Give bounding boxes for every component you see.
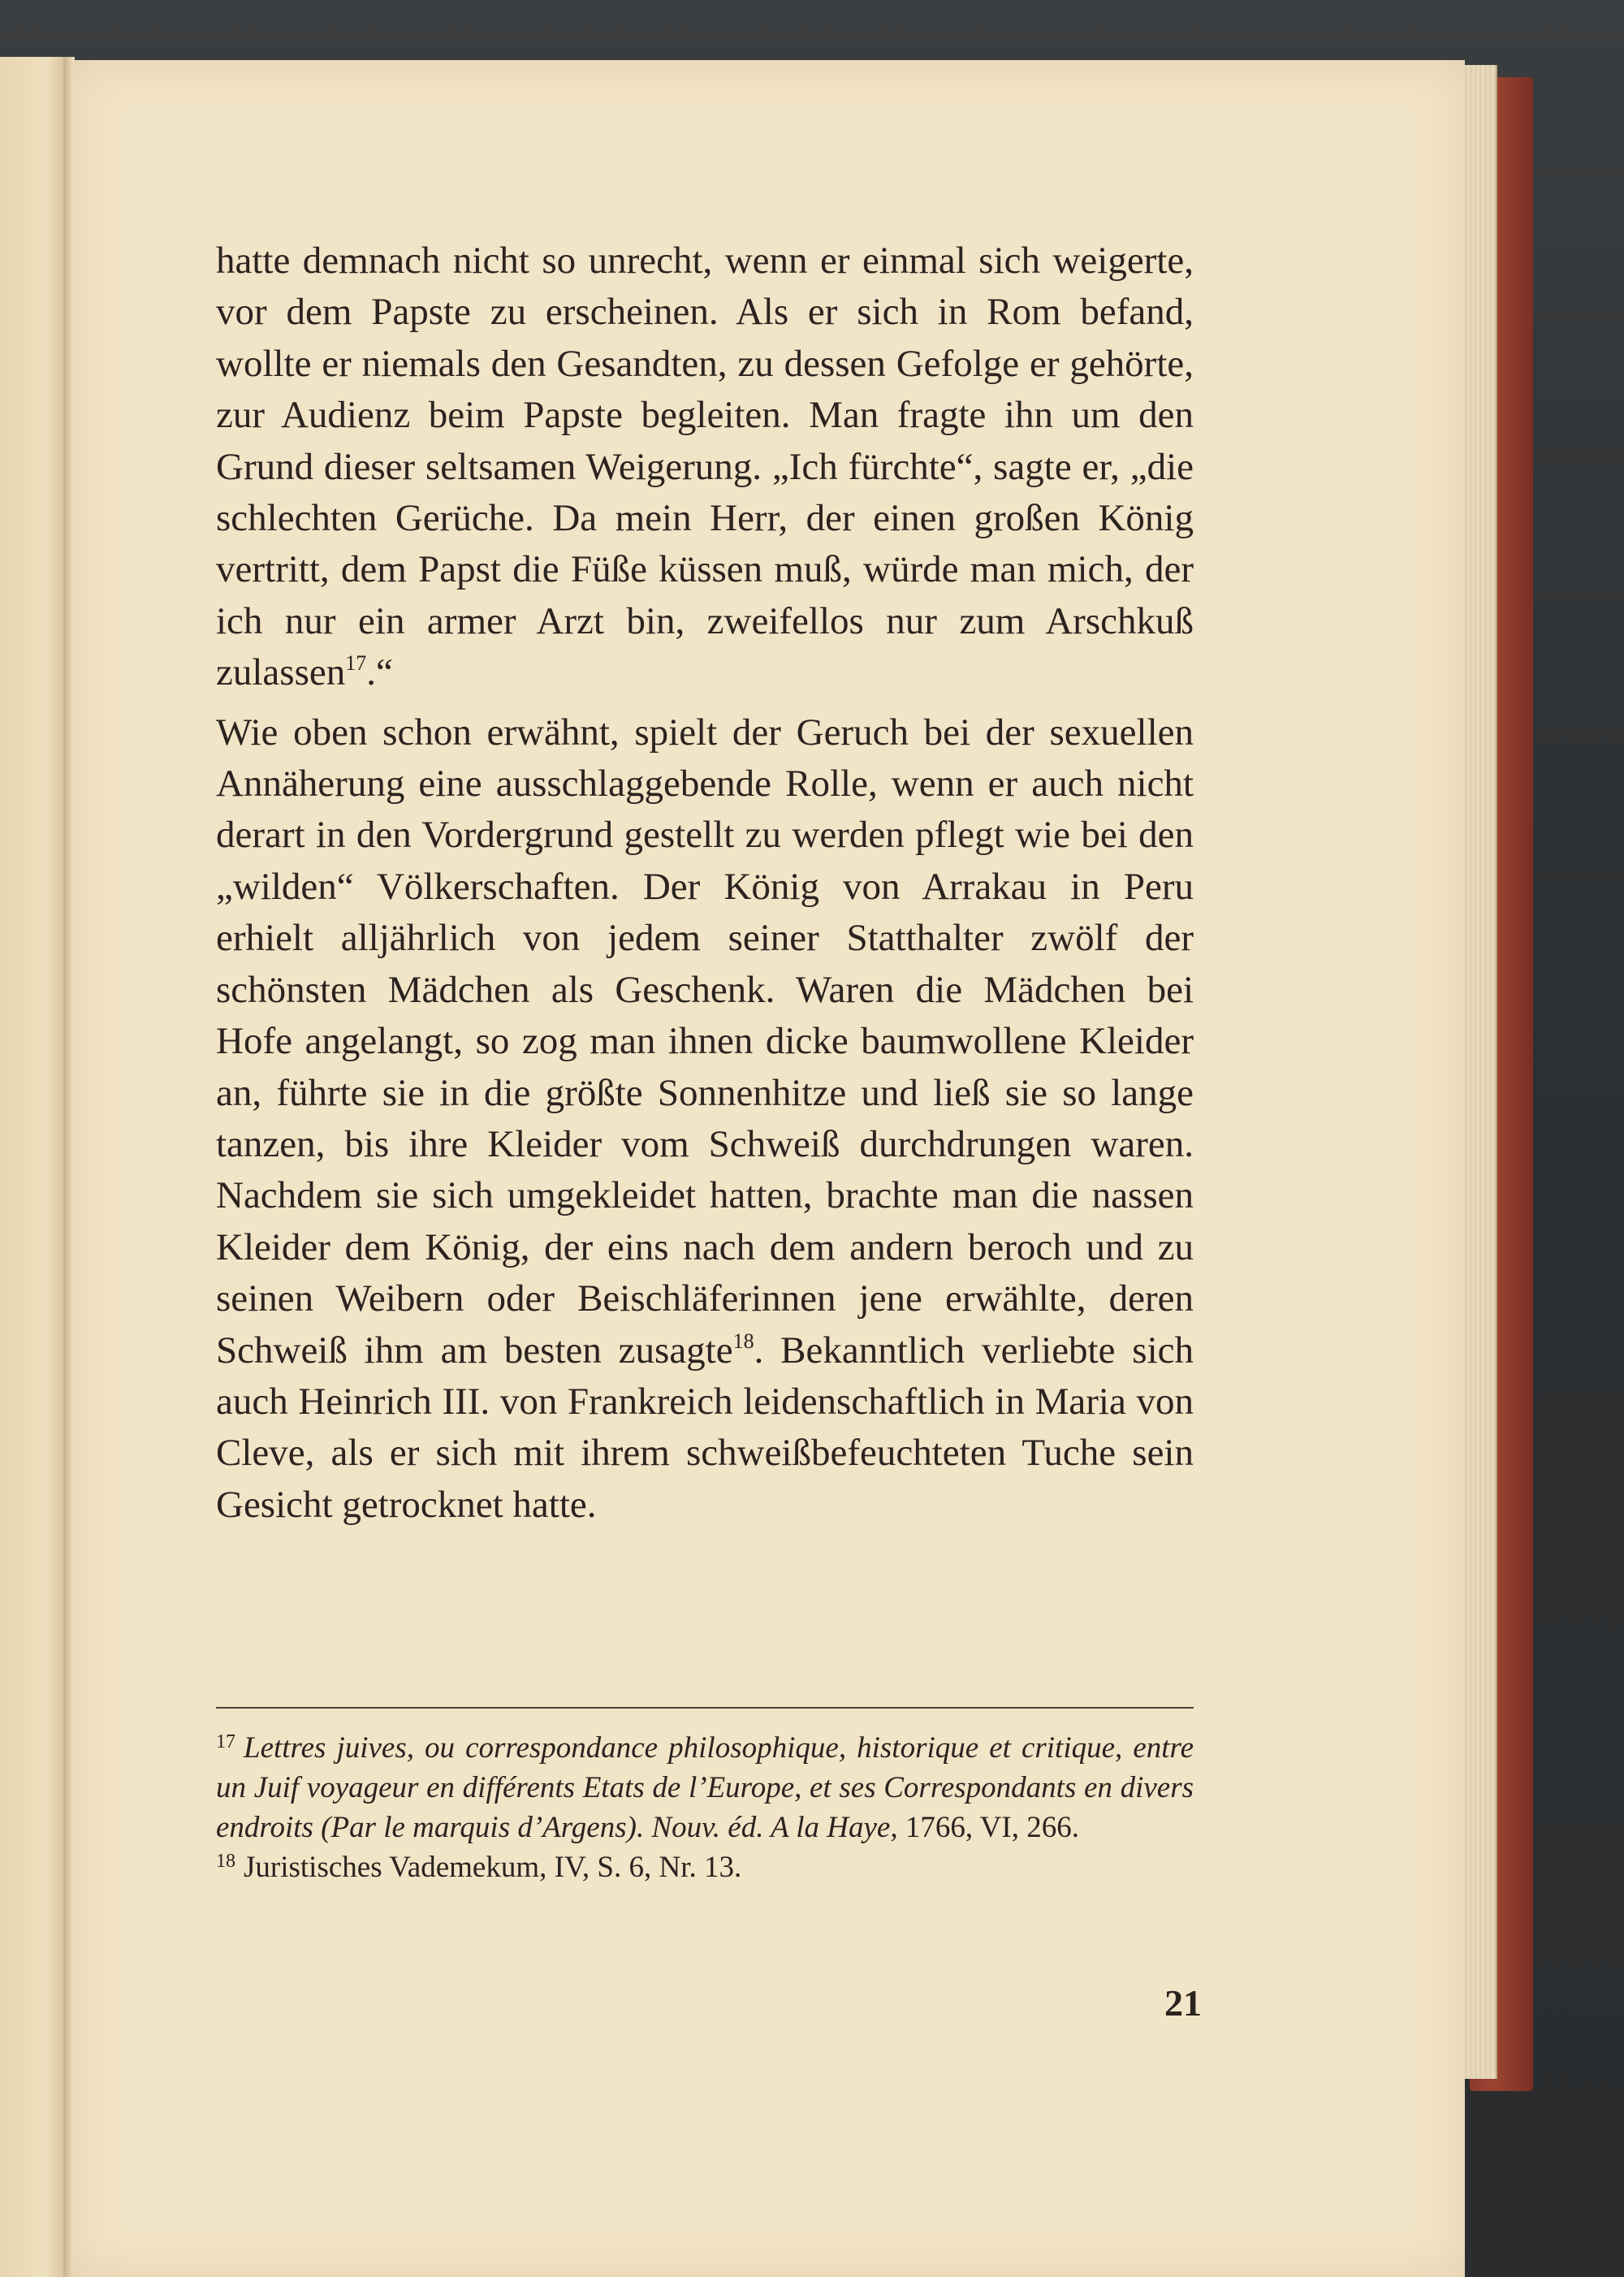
left-page-edge xyxy=(0,57,67,2277)
page-number: 21 xyxy=(1164,1982,1202,2024)
footnote-18-text: Juristisches Vademekum, IV, S. 6, Nr. 13. xyxy=(244,1851,742,1884)
footnotes xyxy=(216,1728,1194,1887)
footnote-ref-17: 17 xyxy=(345,651,367,676)
paragraph-2-text-before: Wie oben schon erwähnt, spielt der Geruch bei der sexuellen Annäherung eine ausschlaggebende Rolle, wenn er auch nicht derart in den Vordergrund gestellt zu werden pflegt wie bei den „wilden“ Völkerschaften. Der König von Arrakau in Peru erhielt alljährlich von jedem seiner Statthalter zwölf der schönsten Mädchen als Geschenk. Waren die Mädchen bei Hofe angelangt, so zog man ihnen dicke baumwollene Kleider an, führte sie in die größte Sonnenhitze und ließ sie so lange tanzen, bis ihre Kleider vom Schweiß durchdrungen waren. Nachdem sie sich umgekleidet hatten, brachte man die nassen Kleider dem König, der eins nach dem andern beroch und zu seinen Weibern oder Beischläferinnen jene erwählte, deren Schweiß ihm am besten zusagte xyxy=(216,711,1194,1372)
footnote-17-number: 17 xyxy=(216,1731,235,1752)
paragraph-2 xyxy=(216,707,1194,1532)
paragraph-1 xyxy=(216,235,1194,699)
footnote-divider xyxy=(216,1707,1194,1709)
footnote-ref-18: 18 xyxy=(732,1329,754,1353)
footnote-18-number: 18 xyxy=(216,1851,235,1872)
body-text xyxy=(216,235,1194,1531)
paragraph-2-text-after: . Bekanntlich verliebte sich auch Heinrich III. von Frankreich leidenschaftlich in Maria von Cleve, als er sich mit ihrem schweißbefeuchteten Tuche sein Gesicht getrocknet hatte. xyxy=(216,1329,1194,1526)
footnote-18 xyxy=(216,1847,1194,1887)
footnote-17 xyxy=(216,1728,1194,1847)
footnote-17-details: 1766, VI, 266. xyxy=(897,1811,1079,1844)
footnote-17-title: Lettres juives, ou correspondance philosophique, historique et critique, entre un Juif voyageur en différents Etats de l’Europe, et ses Correspondants en divers endroits (Par le marquis d’Argens). Nouv. éd. A la Haye, xyxy=(216,1731,1194,1844)
page-edges xyxy=(1462,65,1497,2079)
paragraph-1-tail: .“ xyxy=(366,651,393,694)
paragraph-1-text: hatte demnach nicht so unrecht, wenn er einmal sich weigerte, vor dem Papste zu erscheinen. Als er sich in Rom befand, wollte er niemals den Gesandten, zu dessen Gefolge er gehörte, zur Audienz beim Papste begleiten. Man fragte ihn um den Grund dieser seltsamen Weigerung. „Ich fürchte“, sagte er, „die schlechten Gerüche. Da mein Herr, der einen großen König vertritt, dem Papst die Füße küssen muß, würde man mich, der ich nur ein armer Arzt bin, zweifellos nur zum Arschkuß zulassen xyxy=(216,240,1194,694)
